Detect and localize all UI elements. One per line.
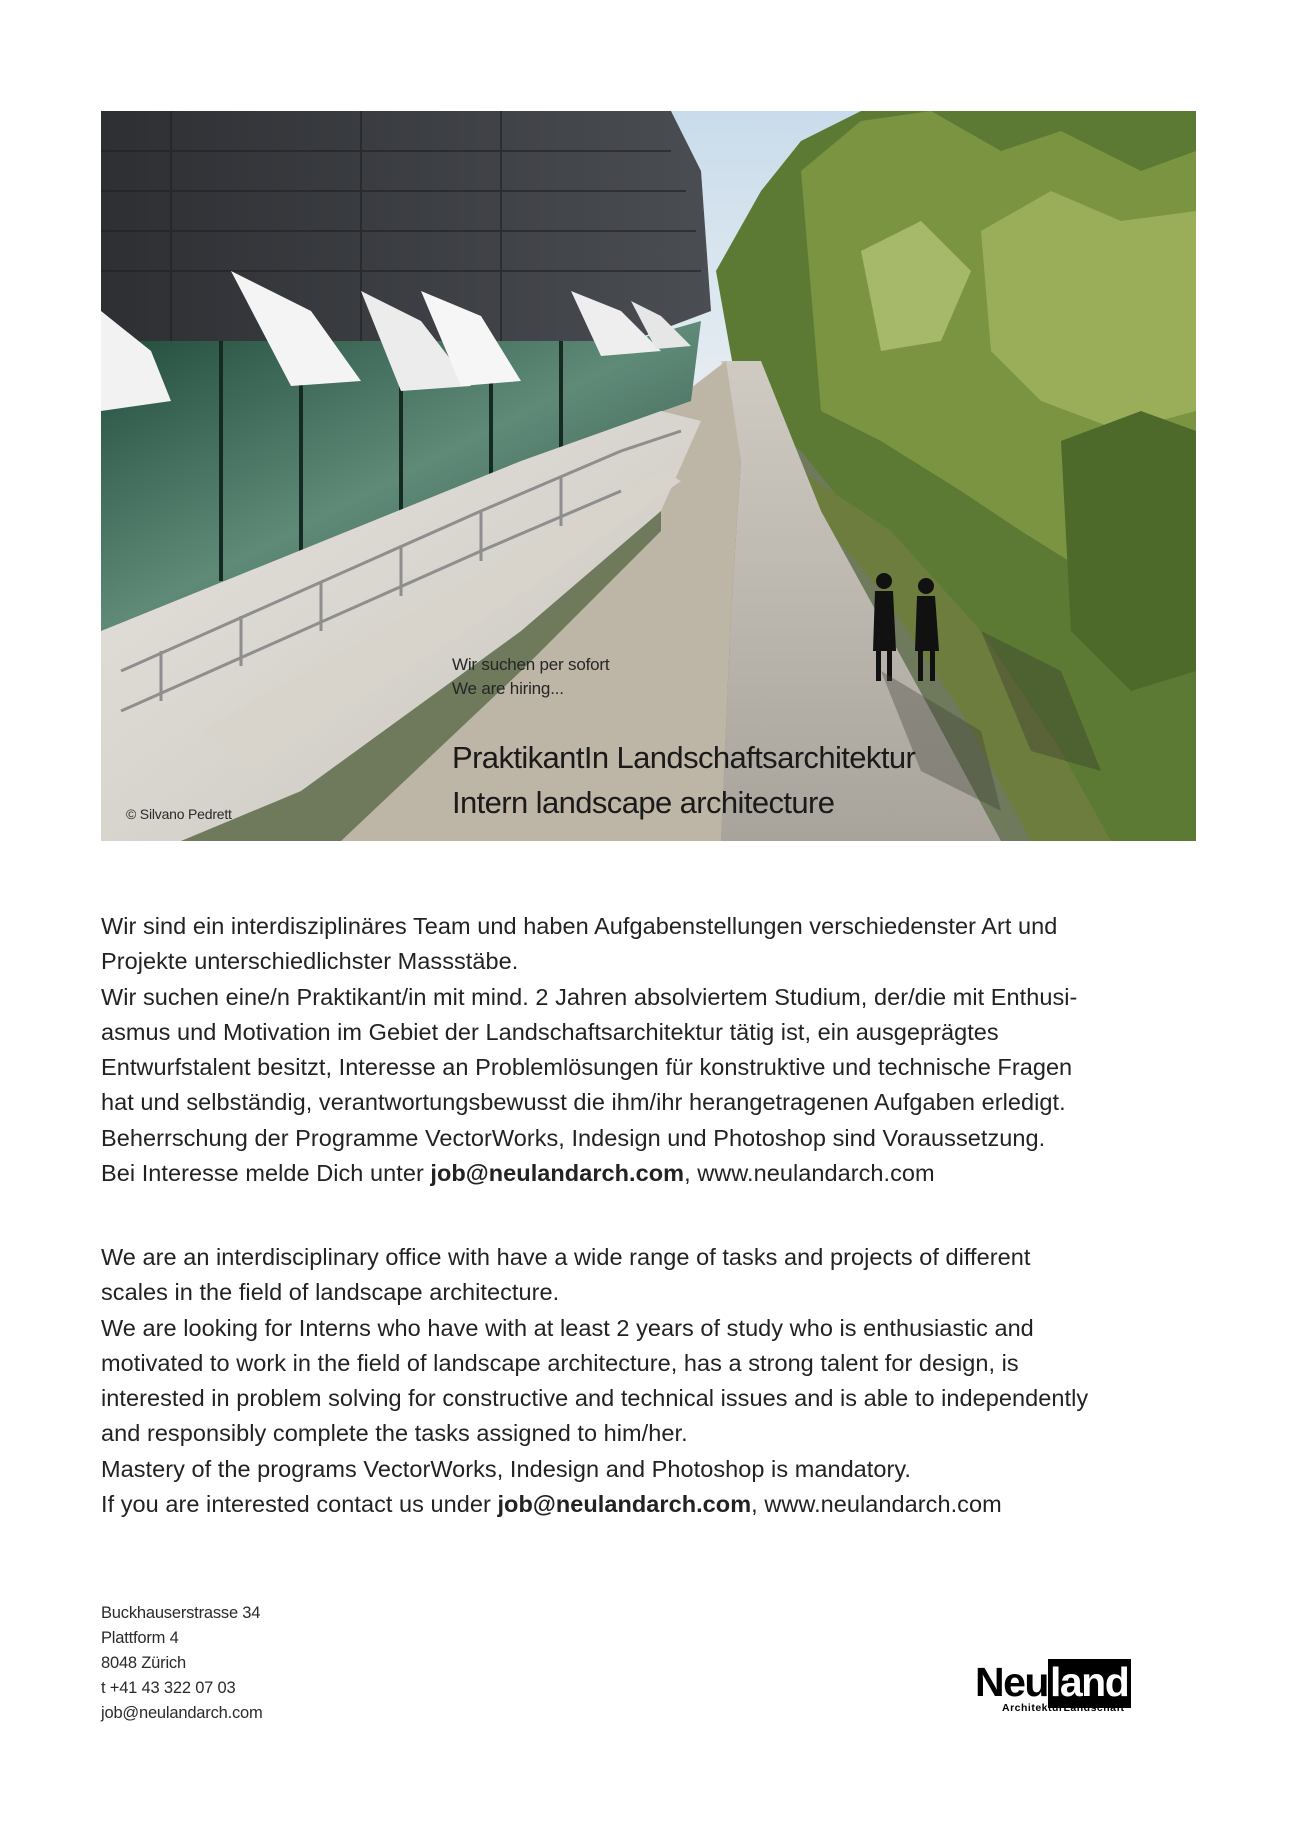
logo-wordmark [975,1660,1131,1704]
german-line: Beherrschung der Programme VectorWorks, Indesign und Photoshop sind Voraussetzung. [101,1124,1046,1151]
address-phone: t +41 43 322 07 03 [101,1679,236,1697]
photo-credit: © Silvano Pedrett [126,806,232,822]
german-line: Projekte unterschiedlichster Massstäbe. [101,948,519,975]
logo-word-end: land [1048,1659,1131,1708]
english-email-link[interactable]: job@neulandarch.com [497,1491,752,1518]
logo-word-start: Neu [975,1659,1048,1705]
german-line: asmus und Motivation im Gebiet der Landschaftsarchitektur tätig ist, ein ausgeprägtes [101,1018,999,1045]
english-line: interested in problem solving for constructive and technical issues and is able to independently [101,1385,1089,1412]
english-line: We are an interdisciplinary office with have a wide range of tasks and projects of different [101,1244,1031,1270]
german-contact-line [101,1156,1211,1191]
logo-subtitle: ArchitekturLandschaft [1002,1702,1125,1714]
address-building: Plattform 4 [101,1629,179,1647]
address-street: Buckhauserstrasse 34 [101,1604,261,1622]
german-line: Wir sind ein interdisziplinäres Team und haben Aufgabenstellungen verschiedenster Art und [101,913,1058,939]
address-email[interactable]: job@neulandarch.com [101,1704,263,1722]
hero-kicker-de: Wir suchen per sofort [452,655,610,674]
hero-kicker-en: We are hiring... [452,679,564,698]
english-contact-line [101,1487,1211,1522]
hero-photo [101,111,1196,841]
english-line: motivated to work in the field of landscape architecture, has a strong talent for design, is [101,1349,1019,1376]
hero-title [452,735,915,825]
english-separator: , [751,1491,765,1518]
english-line: Mastery of the programs VectorWorks, Indesign and Photoshop is mandatory. [101,1455,912,1482]
english-website-link[interactable]: www.neulandarch.com [764,1491,1002,1518]
neuland-logo [975,1659,1189,1714]
english-contact-prefix: If you are interested contact us under [101,1491,498,1518]
german-description [101,909,1211,1191]
german-line: hat und selbständig, verantwortungsbewusst die ihm/ihr herangetragenen Aufgaben erledigt. [101,1089,1066,1116]
english-line: and responsibly complete the tasks assigned to him/her. [101,1420,688,1447]
german-website-link[interactable]: www.neulandarch.com [697,1160,935,1187]
address-city: 8048 Zürich [101,1654,186,1672]
office-address [101,1601,263,1726]
german-contact-prefix: Bei Interesse melde Dich unter [101,1160,431,1187]
english-description [101,1240,1211,1522]
german-email-link[interactable]: job@neulandarch.com [430,1160,685,1187]
hero-title-en: Intern landscape architecture [452,785,835,820]
german-line: Entwurfstalent besitzt, Interesse an Problemlösungen für konstruktive und technische Fragen [101,1054,1073,1081]
german-line: Wir suchen eine/n Praktikant/in mit mind. 2 Jahren absolviertem Studium, der/die mit Enthusi- [101,983,1078,1010]
german-separator: , [684,1160,698,1187]
hero-kicker [452,653,609,701]
hero-photo-illustration [101,111,1196,841]
hero-title-de: PraktikantIn Landschaftsarchitektur [452,740,916,775]
english-line: scales in the field of landscape architecture. [101,1279,560,1306]
english-line: We are looking for Interns who have with at least 2 years of study who is enthusiastic and [101,1314,1034,1341]
